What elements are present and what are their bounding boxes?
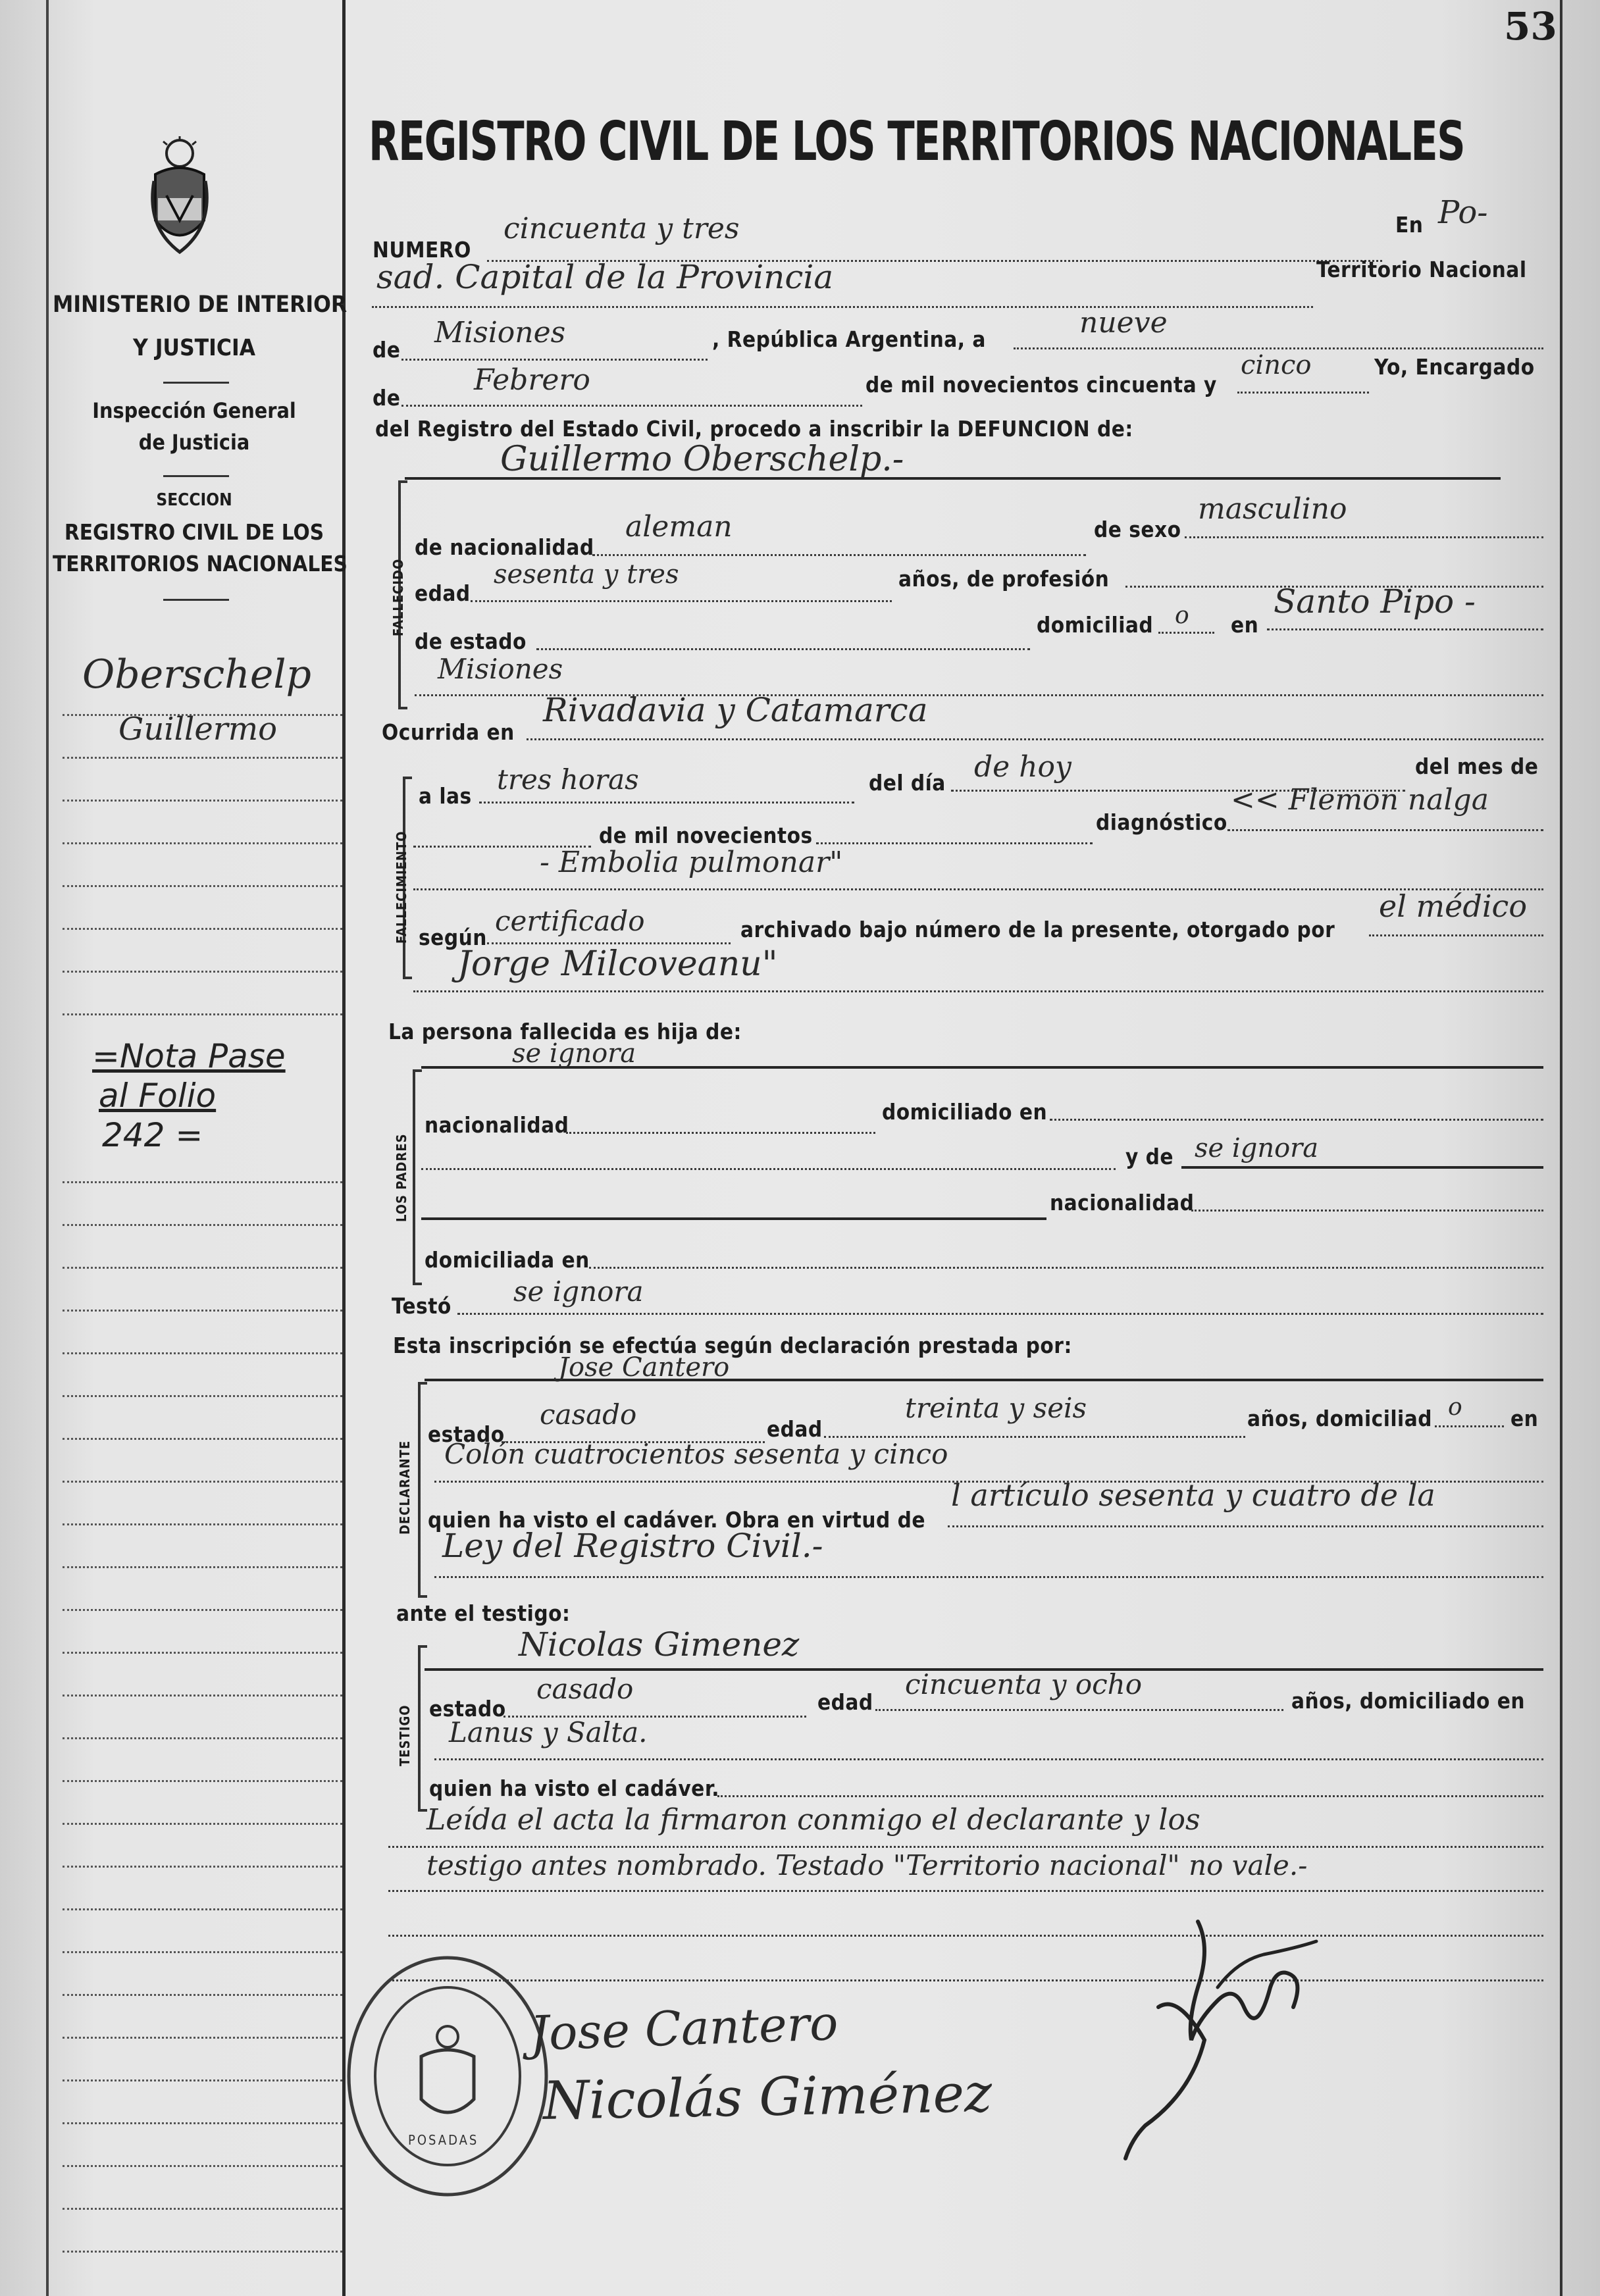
edad-line <box>471 600 892 602</box>
margin-line <box>63 1395 342 1397</box>
domicilio-suffix-line <box>1158 632 1214 634</box>
numero-label: NUMERO <box>373 237 471 263</box>
domicilio-value: Santo Pipo - <box>1274 582 1476 621</box>
cierre-text-1: Leída el acta la firmaron conmigo el declarante y los <box>426 1803 1200 1837</box>
testigo-nombre: Nicolas Gimenez <box>519 1625 800 1664</box>
ocurrida-line <box>527 738 1543 740</box>
margin-line <box>63 928 342 930</box>
domicilio-cont: Misiones <box>438 653 563 685</box>
margin-line <box>63 1267 342 1269</box>
virtud-cont: Ley del Registro Civil.- <box>442 1527 823 1565</box>
margin-line <box>63 2037 342 2039</box>
ministry-line-1: MINISTERIO DE INTERIOR <box>53 292 348 318</box>
ciudad-line <box>372 306 1313 308</box>
left-margin-border <box>46 0 49 2296</box>
padre-domiciliado-line <box>1050 1119 1543 1121</box>
testo-label: Testó <box>392 1293 452 1319</box>
profesion-label: años, de profesión <box>898 566 1110 592</box>
madre-nombre-cont-rule <box>421 1217 1046 1220</box>
madre-value: se ignora <box>1195 1133 1319 1163</box>
declarante-nombre: Jose Cantero <box>558 1352 730 1383</box>
medico-line <box>413 990 1543 992</box>
y-de-label: y de <box>1125 1144 1174 1169</box>
mes-de-label: del mes de <box>1415 753 1539 779</box>
diagnostico-cont-line <box>413 888 1543 890</box>
sidebar-ministry <box>53 283 348 370</box>
padre-domiciliado-label: domiciliado en <box>882 1099 1048 1125</box>
cierre-text-2: testigo antes nombrado. Testado "Territorio nacional" no vale.- <box>426 1849 1308 1881</box>
testigo-visto-line <box>717 1795 1543 1797</box>
yo-label: Yo, Encargado <box>1374 354 1535 380</box>
margin-line <box>63 800 342 802</box>
declarante-anos-label: años, domiciliad <box>1247 1406 1432 1431</box>
declarante-estado: casado <box>540 1398 637 1431</box>
segun-value: certificado <box>495 905 645 937</box>
section-line-1: REGISTRO CIVIL DE LOS <box>64 519 324 545</box>
en-value: Po- <box>1438 194 1488 231</box>
madre-domiciliada-line <box>589 1267 1543 1269</box>
segun-label: según <box>419 925 487 950</box>
archivado-label: archivado bajo número de la presente, otorgado por <box>740 917 1335 942</box>
margin-line <box>63 1566 342 1568</box>
padre-value: se ignora <box>512 1038 636 1069</box>
margin-line <box>63 885 342 887</box>
otorgado-line <box>1369 934 1543 936</box>
testigo-estado-label: estado <box>429 1696 506 1722</box>
margin-line <box>63 1994 342 1996</box>
declarante-estado-label: estado <box>428 1421 505 1447</box>
margin-line <box>63 1481 342 1483</box>
territorio-label: Territorio Nacional <box>1316 257 1527 282</box>
nacionalidad-line <box>592 554 1086 556</box>
medico-value: Jorge Milcoveanu" <box>457 944 778 984</box>
testigo-edad-label: edad <box>817 1689 873 1715</box>
margin-line <box>63 842 342 844</box>
declarante-en-label: en <box>1510 1406 1539 1431</box>
madre-rule <box>1181 1166 1543 1169</box>
territorio-value: Misiones <box>434 316 566 349</box>
margin-line <box>63 1652 342 1654</box>
dia-value: nueve <box>1079 306 1168 340</box>
edad-label: edad <box>415 580 471 606</box>
margin-note-line-1: =Nota Pase <box>92 1037 286 1075</box>
margin-line <box>63 2122 342 2124</box>
madre-nacionalidad-label: nacionalidad <box>1050 1190 1195 1215</box>
del-dia-label: del día <box>869 770 946 796</box>
testigo-visto-label: quien ha visto el cadáver. <box>429 1775 720 1801</box>
nacionalidad-value: aleman <box>625 510 733 544</box>
margin-line <box>63 1438 342 1440</box>
declarante-suffix: o <box>1448 1394 1462 1421</box>
coat-of-arms-icon <box>150 135 209 257</box>
dia-line <box>1014 347 1543 349</box>
margin-line <box>63 1224 342 1226</box>
cierre-line-4 <box>388 1979 1543 1981</box>
virtud-cont-line <box>434 1576 1543 1578</box>
sidebar-divider-1 <box>163 382 229 384</box>
padre-nacionalidad-label: nacionalidad <box>425 1112 569 1138</box>
declarante-domicilio: Colón cuatrocientos sesenta y cinco <box>444 1438 948 1470</box>
signature-declarante: Jose Cantero <box>529 1995 839 2062</box>
estado-line <box>536 648 1030 650</box>
margin-line <box>63 1780 342 1782</box>
cierre-line-2 <box>388 1890 1543 1892</box>
testigo-domicilio: Lanus y Salta. <box>449 1716 648 1748</box>
margin-line <box>63 971 342 973</box>
margin-line <box>63 1609 342 1611</box>
margin-line <box>63 1310 342 1312</box>
domicilio-label: domiciliad <box>1037 612 1154 638</box>
declarante-visto-label: quien ha visto el cadáver. Obra en virtud de <box>428 1507 925 1533</box>
right-border <box>1560 0 1562 2296</box>
de-label: de <box>373 337 401 363</box>
margin-line <box>63 2079 342 2081</box>
inspection-line-1: Inspección General <box>92 398 296 423</box>
padres-section-label: LOS PADRES <box>394 1133 409 1222</box>
official-seal <box>339 1945 556 2208</box>
diagnostico-label: diagnóstico <box>1096 809 1227 835</box>
margin-line <box>63 2165 342 2167</box>
margin-surname: Oberschelp <box>82 651 311 698</box>
diagnostico-value: << Flemon nalga <box>1231 783 1489 817</box>
ciudad-value: sad. Capital de la Provincia <box>376 258 834 296</box>
testo-value: se ignora <box>513 1275 644 1308</box>
del-dia-value: de hoy <box>974 750 1071 784</box>
nacionalidad-label: de nacionalidad <box>415 534 594 560</box>
margin-line <box>63 1908 342 1910</box>
fallecimiento-section-label: FALLECIMIENTO <box>394 830 409 944</box>
testigo-label: ante el testigo: <box>396 1600 571 1626</box>
padre-domiciliado-cont-line <box>421 1168 1116 1170</box>
domicilio-en-label: en <box>1231 612 1259 638</box>
section-line-2: TERRITORIOS NACIONALES <box>53 551 348 576</box>
sexo-line <box>1185 536 1543 538</box>
sidebar-section-label: SECCION <box>156 490 232 510</box>
fallecido-section-label: FALLECIDO <box>390 558 406 636</box>
inspection-line-2: de Justicia <box>138 430 250 455</box>
a-las-label: a las <box>419 783 472 809</box>
testigo-domicilio-line <box>434 1758 1543 1760</box>
hora-value: tres horas <box>497 763 639 796</box>
otorgado-value: el médico <box>1379 888 1528 924</box>
sidebar-divider-2 <box>163 475 229 477</box>
declarante-bracket <box>418 1382 427 1598</box>
virtud-value: l artículo sesenta y cuatro de la <box>951 1477 1435 1513</box>
virtud-line <box>948 1525 1543 1527</box>
ministry-line-2: Y JUSTICIA <box>132 335 256 361</box>
padres-bracket <box>413 1069 422 1285</box>
declarante-section-label: DECLARANTE <box>397 1440 413 1535</box>
numero-value: cincuenta y tres <box>503 212 740 245</box>
anio-line <box>1237 392 1369 394</box>
margin-line <box>63 1352 342 1354</box>
declarante-edad: treinta y seis <box>905 1392 1087 1424</box>
estado-label: de estado <box>415 628 527 654</box>
mes-line <box>401 405 862 407</box>
testigo-edad: cincuenta y ocho <box>905 1668 1142 1700</box>
sidebar-inspection <box>53 395 336 458</box>
de-label-2: de <box>373 385 401 411</box>
sexo-label: de sexo <box>1094 517 1181 542</box>
ocurrida-value: Rivadavia y Catamarca <box>543 691 928 729</box>
hora-line <box>479 802 854 804</box>
diagnostico-cont: - Embolia pulmonar" <box>540 846 843 879</box>
mes-value: Febrero <box>474 363 590 397</box>
madre-domiciliada-label: domiciliada en <box>425 1247 590 1273</box>
sidebar-divider-3 <box>163 599 229 601</box>
ocurrida-label: Ocurrida en <box>382 719 515 745</box>
padre-nacionalidad-line <box>566 1132 875 1134</box>
margin-given-name: Guillermo <box>118 711 278 748</box>
sexo-value: masculino <box>1198 492 1347 526</box>
margin-line <box>63 1013 342 1015</box>
territorio-line <box>401 359 708 361</box>
margin-line <box>63 757 342 759</box>
cierre-line-1 <box>388 1846 1543 1848</box>
anio-value: cinco <box>1241 350 1312 380</box>
registrar-signature <box>1106 1908 1343 2185</box>
testigo-estado: casado <box>536 1673 634 1705</box>
margin-line <box>63 1866 342 1868</box>
testigo-anos-label: años, domiciliado en <box>1291 1688 1526 1714</box>
testigo-section-label: TESTIGO <box>397 1704 413 1766</box>
margin-line <box>63 1951 342 1953</box>
cierre-line-3 <box>388 1935 1543 1937</box>
fallecido-nombre: Guillermo Oberschelp.- <box>500 440 904 479</box>
margin-note-line-2: al Folio <box>99 1077 217 1115</box>
mil-line <box>816 842 1093 844</box>
declarante-suffix-line <box>1435 1425 1504 1427</box>
intro-label: del Registro del Estado Civil, procedo a inscribir la DEFUNCION de: <box>375 416 1133 442</box>
anio-label: de mil novecientos cincuenta y <box>865 372 1217 397</box>
madre-nacionalidad-line <box>1191 1210 1543 1212</box>
hija-label: La persona fallecida es hija de: <box>388 1019 742 1044</box>
testigo-edad-line <box>875 1709 1283 1711</box>
document-title: REGISTRO CIVIL DE LOS TERRITORIOS NACIONALES <box>369 111 1465 173</box>
en-label: En <box>1395 212 1424 238</box>
testo-line <box>457 1313 1543 1315</box>
domicilio-line <box>1267 628 1543 630</box>
declarante-edad-label: edad <box>767 1416 823 1442</box>
diagnostico-line <box>1227 829 1543 831</box>
margin-line <box>63 2251 342 2253</box>
margin-line <box>63 1737 342 1739</box>
edad-value: sesenta y tres <box>494 559 679 590</box>
signature-testigo: Nicolás Giménez <box>542 2062 993 2131</box>
mil-label: de mil novecientos <box>599 823 813 848</box>
margin-line <box>63 1695 342 1696</box>
sidebar-section <box>53 517 348 580</box>
margin-line <box>63 1523 342 1525</box>
margin-note <box>92 1036 286 1155</box>
margin-line <box>63 1181 342 1183</box>
republica-label: , República Argentina, a <box>712 326 986 352</box>
margin-note-line-3: 242 = <box>102 1116 203 1154</box>
domicilio-suffix: o <box>1175 602 1189 629</box>
declaracion-label: Esta inscripción se efectúa según declaración prestada por: <box>393 1333 1072 1358</box>
margin-line <box>63 1823 342 1825</box>
page-number: 53 <box>1504 4 1557 49</box>
margin-line <box>63 2208 342 2210</box>
seal-text: POSADAS <box>408 2132 479 2148</box>
